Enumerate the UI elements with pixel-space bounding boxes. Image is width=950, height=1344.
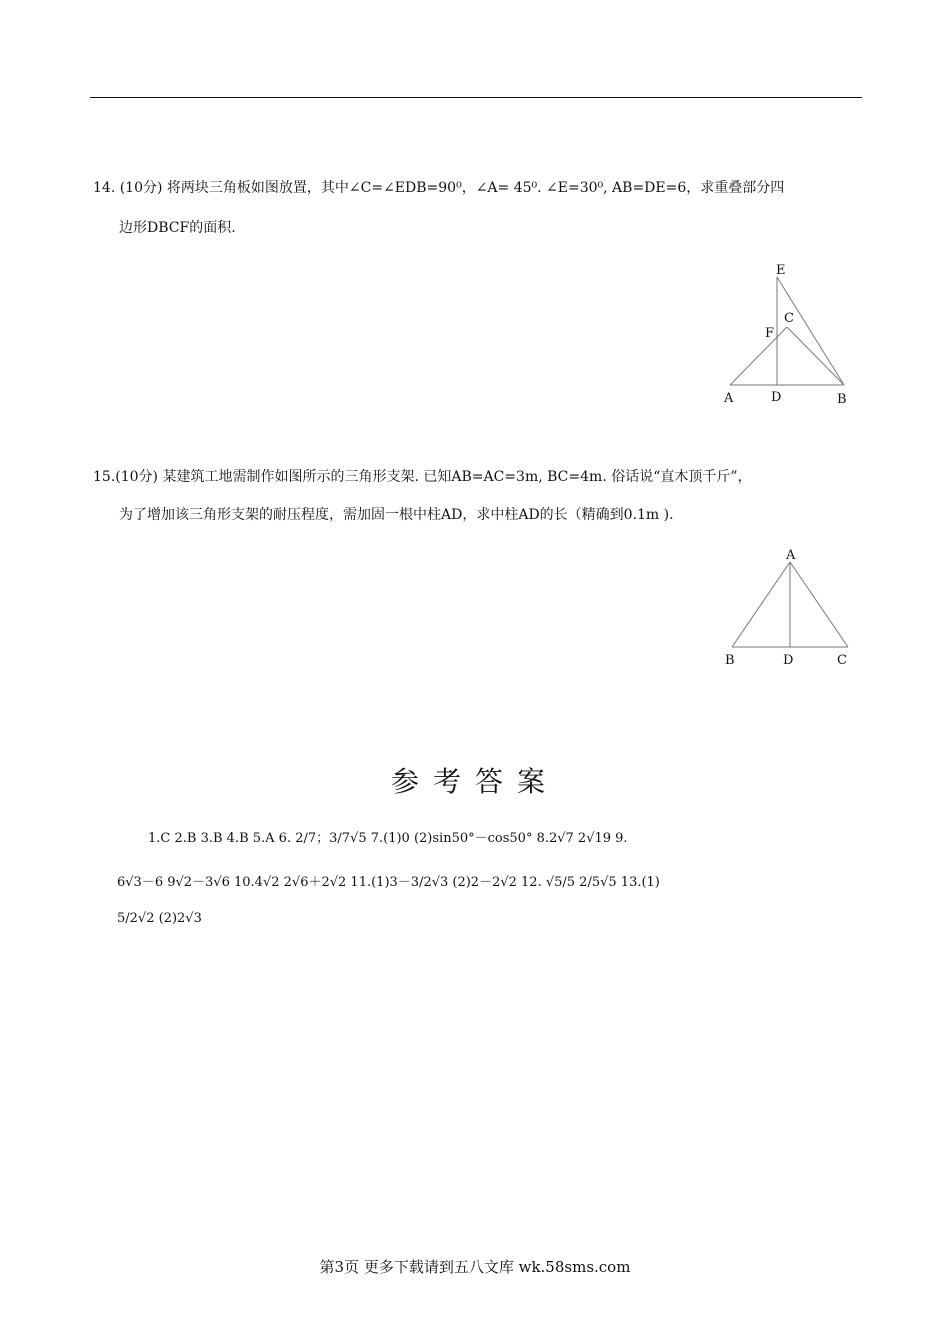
label-a: A	[786, 548, 796, 563]
label-f: F	[765, 326, 775, 341]
question-14-line-2: 边形DBCF的面积.	[119, 220, 236, 236]
label-b: B	[725, 653, 735, 668]
label-c: C	[837, 653, 847, 668]
label-c: C	[784, 311, 794, 326]
answers-title: 参考答案	[390, 765, 559, 798]
label-d: D	[771, 390, 782, 405]
header-rule	[90, 97, 862, 98]
label-d: D	[783, 653, 794, 668]
segment-ac	[790, 562, 848, 647]
q14-triangle-figure	[715, 255, 860, 410]
segment-ab	[732, 562, 790, 647]
question-15-line-1: 15.(10分) 某建筑工地需制作如图所示的三角形支架. 已知AB=AC=3m, BC=4m. 俗话说“直木顶千斤”，	[93, 469, 752, 485]
answers-line-2: 6√3－6 9√2－3√6 10.4√2 2√6＋2√2 11.(1)3－3/2√3 (2)2－2√2 12. √5/5 2/5√5 13.(1)	[117, 875, 660, 890]
question-15-line-2: 为了增加该三角形支架的耐压程度，需加固一根中柱AD，求中柱AD的长（精确到0.1m ).	[119, 507, 674, 523]
segment-ac	[730, 327, 787, 385]
segment-cb	[787, 327, 844, 385]
page-footer: 第3页 更多下载请到五八文库 wk.58sms.com	[319, 1258, 631, 1276]
question-14-line-1: 14. (10分) 将两块三角板如图放置，其中∠C=∠EDB=90⁰，∠A= 45⁰. ∠E=30⁰, AB=DE=6，求重叠部分四	[93, 180, 785, 196]
label-a: A	[724, 391, 734, 406]
label-e: E	[776, 263, 786, 278]
label-b: B	[837, 392, 847, 407]
answers-line-1: 1.C 2.B 3.B 4.B 5.A 6. 2/7；3/7√5 7.(1)0 (2)sin50°－cos50° 8.2√7 2√19 9.	[148, 831, 628, 846]
segment-eb	[777, 277, 844, 385]
q15-triangle-figure	[715, 540, 860, 675]
answers-line-3: 5/2√2 (2)2√3	[117, 911, 202, 926]
